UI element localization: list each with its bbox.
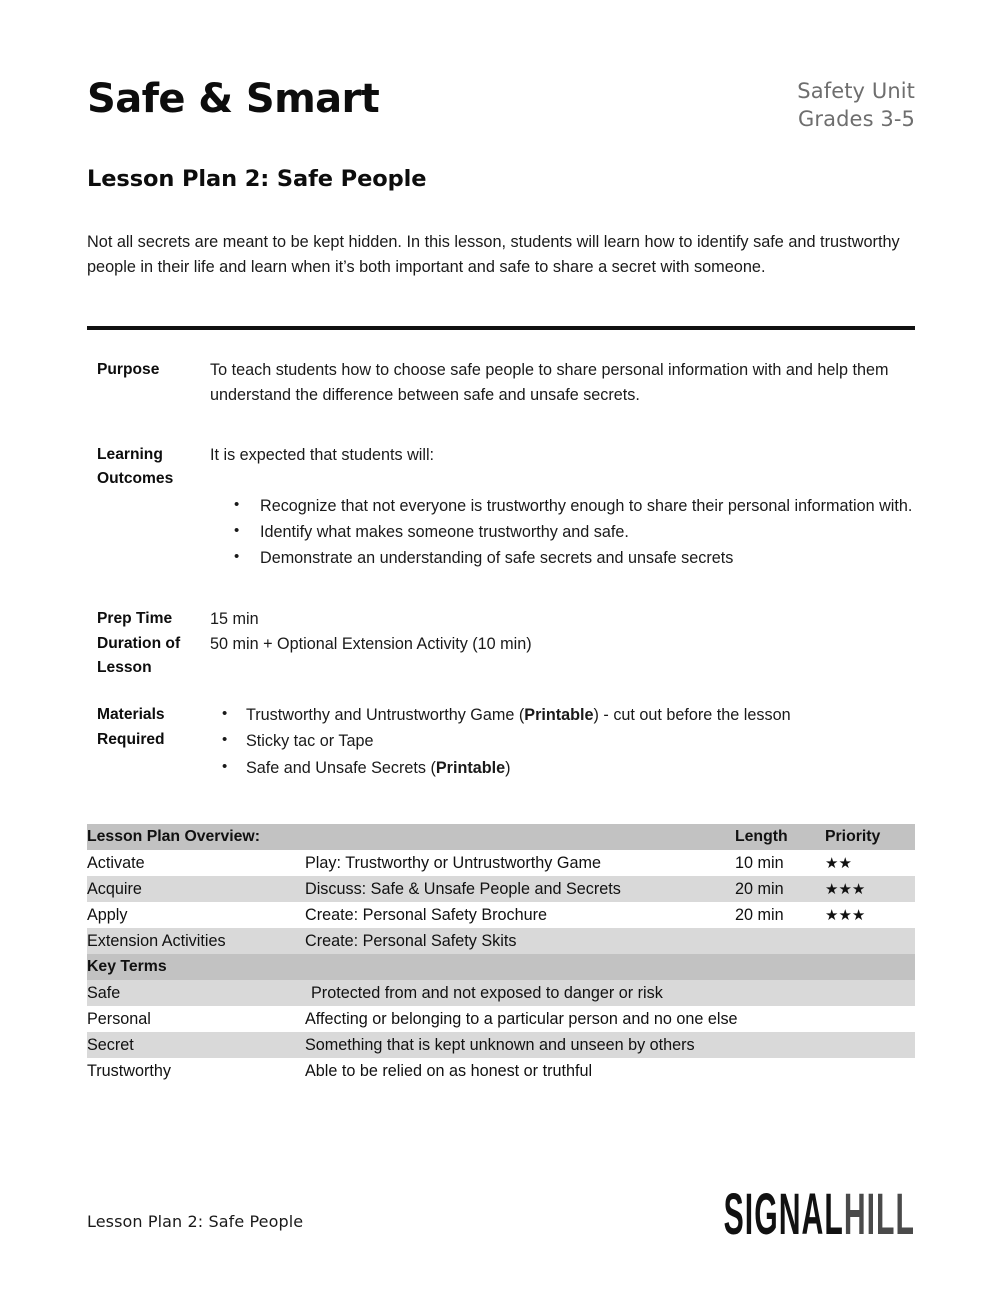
lesson-plan-overview-table [87, 824, 915, 1084]
spacer [0, 409, 1000, 443]
header-divider [87, 326, 915, 330]
list-item: • Identify what makes someone trustworthy and safe. [210, 520, 915, 545]
prep-time-value: 15 min [210, 609, 259, 628]
table-header-row [87, 824, 915, 850]
learning-outcomes-body [210, 443, 1000, 573]
detail-row-prep-time [0, 607, 1000, 632]
overview-title: Lesson Plan Overview: [87, 828, 260, 845]
table-row [87, 902, 915, 928]
list-item: • Recognize that not everyone is trustworthy enough to share their personal information with. [210, 494, 915, 519]
intro-paragraph: Not all secrets are meant to be kept hidden. In this lesson, students will learn how to identify safe and trustworthy people in their life and learn when it’s both important and safe to share a secret with someone. [87, 233, 900, 277]
material-text-before: Trustworthy and Untrustworthy Game ( [246, 706, 525, 725]
unit-label: Safety Unit [797, 79, 915, 103]
key-term-definition: Protected from and not exposed to danger or risk [311, 983, 663, 1002]
table-row [87, 876, 915, 902]
duration-value: 50 min + Optional Extension Activity (10 min) [210, 634, 532, 653]
list-item: • Demonstrate an understanding of safe secrets and unsafe secrets [210, 546, 915, 571]
table-row [87, 1058, 915, 1084]
table-row [87, 1032, 915, 1058]
row-length: 20 min [735, 879, 784, 898]
learning-outcomes-label: Learning Outcomes [97, 445, 174, 488]
materials-body [210, 703, 1000, 782]
key-term-definition: Affecting or belonging to a particular person and no one else [305, 1009, 738, 1028]
row-length [735, 928, 825, 954]
prep-time-label: Prep Time [97, 609, 173, 627]
row-name: Apply [87, 905, 128, 924]
table-row [87, 850, 915, 876]
key-terms-title: Key Terms [87, 958, 167, 975]
list-item [210, 729, 915, 754]
material-text-after: ) - cut out before the lesson [593, 706, 791, 725]
header-meta [797, 72, 915, 133]
row-length: 20 min [735, 905, 784, 924]
row-priority-stars: ★★★ [825, 881, 866, 898]
detail-row-purpose [0, 358, 1000, 409]
key-term-name: Safe [87, 983, 121, 1002]
material-text-after: ) [505, 758, 511, 777]
document-header [87, 72, 915, 133]
table-row [87, 1006, 915, 1032]
table-row [87, 928, 915, 954]
key-term-definition: Able to be relied on as honest or truthful [305, 1061, 593, 1080]
row-desc: Play: Trustworthy or Untrustworthy Game [305, 853, 601, 872]
purpose-text: To teach students how to choose safe people to share personal information with and help them understand the difference between safe and unsafe secrets. [210, 361, 889, 405]
material-text-bold: Printable [435, 758, 506, 777]
lesson-details [0, 358, 1000, 782]
signalhill-logo [723, 1182, 915, 1247]
column-header-priority: Priority [825, 828, 881, 845]
row-desc: Discuss: Safe & Unsafe People and Secrets [305, 879, 621, 898]
row-priority-stars [825, 928, 915, 954]
detail-row-duration [0, 632, 1000, 681]
material-text-before: Safe and Unsafe Secrets ( [246, 758, 436, 777]
logo-primary-text: SIGNAL [723, 1182, 844, 1247]
learning-outcomes-list [210, 494, 915, 572]
learning-outcomes-intro: It is expected that students will: [210, 445, 435, 464]
row-name: Activate [87, 853, 145, 872]
row-priority-stars: ★★ [825, 855, 852, 872]
duration-label: Duration of Lesson [97, 634, 181, 677]
detail-row-materials [0, 703, 1000, 782]
spacer [0, 573, 1000, 607]
row-name: Extension Activities [87, 931, 226, 950]
logo-secondary-text: HILL [843, 1182, 915, 1247]
list-item [210, 756, 915, 781]
column-header-length: Length [735, 828, 788, 845]
material-text-bold: Printable [524, 706, 594, 725]
key-term-definition: Something that is kept unknown and unseen by others [305, 1035, 695, 1054]
spacer [0, 681, 1000, 703]
table-row [87, 980, 915, 1006]
brand-title: Safe & Smart [87, 76, 380, 122]
page-title: Lesson Plan 2: Safe People [87, 166, 427, 192]
list-item [210, 703, 915, 728]
key-terms-header-row [87, 954, 915, 980]
row-desc: Create: Personal Safety Brochure [305, 905, 548, 924]
materials-label: Materials Required [97, 706, 165, 748]
material-text-before: Sticky tac or Tape [246, 732, 374, 751]
key-term-name: Secret [87, 1035, 134, 1054]
row-name: Acquire [87, 879, 142, 898]
footer-page-label: Lesson Plan 2: Safe People [87, 1212, 304, 1231]
row-desc: Create: Personal Safety Skits [305, 931, 517, 950]
detail-row-learning-outcomes [0, 443, 1000, 573]
row-length: 10 min [735, 853, 784, 872]
materials-list [210, 703, 915, 781]
grades-label: Grades 3-5 [798, 106, 915, 131]
key-term-name: Personal [87, 1009, 151, 1028]
purpose-label: Purpose [97, 361, 160, 378]
row-priority-stars: ★★★ [825, 907, 866, 924]
key-term-name: Trustworthy [87, 1061, 171, 1080]
